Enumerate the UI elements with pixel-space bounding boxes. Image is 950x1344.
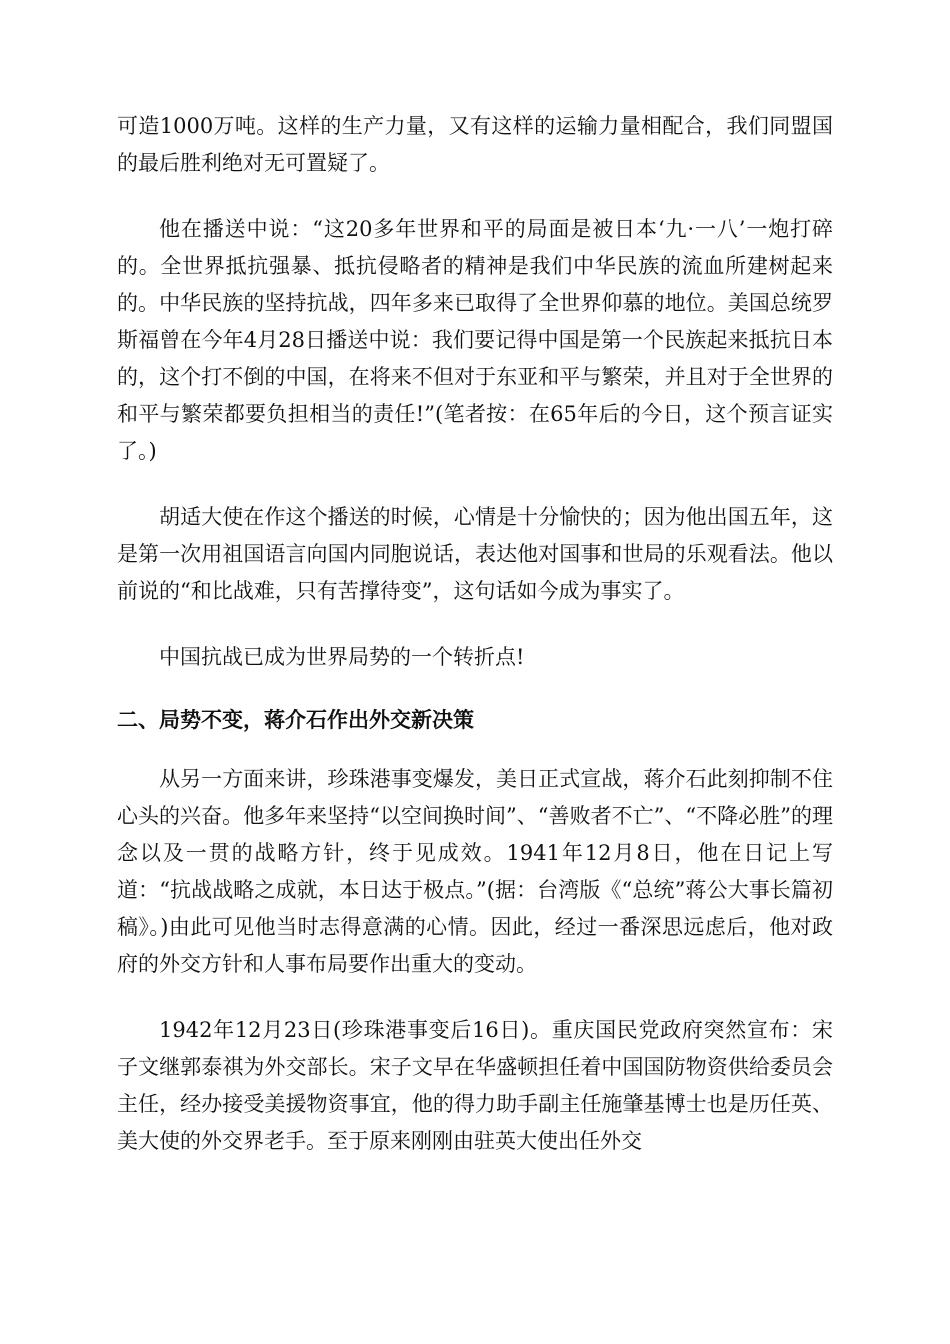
paragraph-chiang-diary: 从另一方面来讲，珍珠港事变爆发，美日正式宣战，蒋介石此刻抑制不住心头的兴奋。他多年来坚持“以空间换时间”、“善败者不亡”、“不降必胜”的理念以及一贯的战略方针，终于见成效。1941年12月8日，他在日记上写道：“抗战战略之成就，本日达于极点。”(据：台湾版《“总统”蒋公大事长篇初稿》。)由此可见他当时志得意满的心情。因此，经过一番深思远虑后，他对政府的外交方针和人事布局要作出重大的变动。 [117, 767, 833, 976]
document-page [117, 108, 833, 1160]
paragraph-turning-point: 中国抗战已成为世界局势的一个转折点! [159, 645, 525, 669]
paragraph-soong-appointment: 1942年12月23日(珍珠港事变后16日)。重庆国民党政府突然宣布：宋子文继郭泰祺为外交部长。宋子文早在华盛顿担任着中国国防物资供给委员会主任，经办接受美援物资事宜，他的得力助手副主任施肇基博士也是历任英、美大使的外交界老手。至于原来刚刚由驻英大使出任外交 [117, 1018, 833, 1153]
section-heading: 二、局势不变，蒋介石作出外交新决策 [117, 708, 474, 732]
paragraph-broadcast-quote: 他在播送中说：“这20多年世界和平的局面是被日本‘九·一八’一炮打碎的。全世界抵抗强暴、抵抗侵略者的精神是我们中华民族的流血所建树起来的。中华民族的坚持抗战，四年多来已取得了全世界仰慕的地位。美国总统罗斯福曾在今年4月28日播送中说：我们要记得中国是第一个民族起来抵抗日本的，这个打不倒的中国，在将来不但对于东亚和平与繁荣，并且对于全世界的和平与繁荣都要负担相当的责任!”(笔者按：在65年后的今日，这个预言证实了。) [117, 217, 833, 463]
paragraph-hu-shi: 胡适大使在作这个播送的时候，心情是十分愉快的；因为他出国五年，这是第一次用祖国语言向国内同胞说话，表达他对国事和世局的乐观看法。他以前说的“和比战难，只有苦撑待变”，这句话如今成为事实了。 [117, 505, 833, 603]
paragraph-continuation: 可造1000万吨。这样的生产力量，又有这样的运输力量相配合，我们同盟国的最后胜利绝对无可置疑了。 [117, 114, 833, 175]
